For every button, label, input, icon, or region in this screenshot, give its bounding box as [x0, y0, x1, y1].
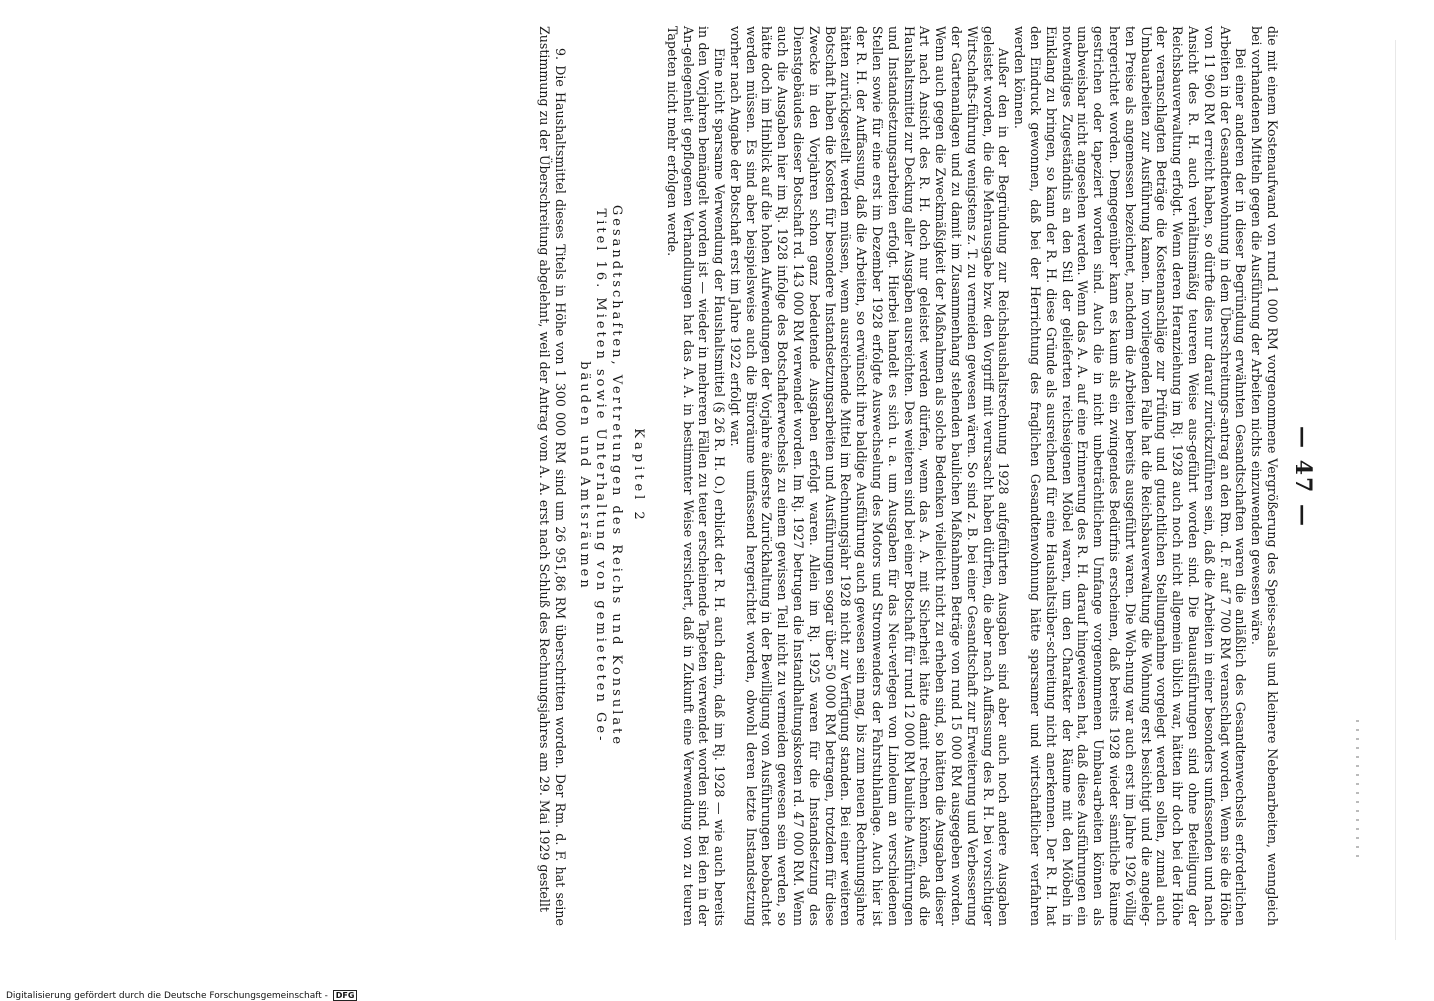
paragraph: Eine nicht sparsame Verwendung der Haushaltsmittel (§ 26 R. H. O.) erblickt der R. H. auch darin, daß im Rj. 1928 — wie auch bereits in den Vorjahren bemängelt worden ist — wieder in mehreren Fällen zu teuer erscheinende Tapeten verwendet worden sind. Bei den in der An-gelegenheit gepflogenen Verhandlungen hat das A. A. in bestimmter Weise versichert, daß in Zukunft eine Verwendung von zu teuren Tapeten nicht mehr erfolgen werde. [664, 26, 728, 926]
digitization-stamp [6, 990, 357, 1001]
scan-specks [1356, 720, 1359, 860]
heading-line: Gesandtschaften, Vertretungen des Reichs und Konsulate [609, 204, 625, 748]
scanned-page [140, 12, 1320, 942]
paragraph: Bei einer anderen der in dieser Begründung erwähnten Gesandtschaften waren die anläßlich des Gesandtenwechsels erforderlichen Arbeiten in der Gesandtenwohnung in dem Überschreitungs-antrag an den Rm. d. F. auf 7 700 RM veranschlagt worden. Wenn sie die Höhe von 11 960 RM erreicht haben, so dürfte dies nur darauf zurückzuführen sein, daß die Arbeiten in einer besonders umfassenden und nach Ansicht des R. H. auch verhältnismäßig teureren Weise aus-geführt worden sind. Die Bauausführungen sind ohne Beteiligung der Reichsbauverwaltung erfolgt. Wenn deren Heranziehung im Rj. 1928 auch noch nicht allgemein üblich war, hätten ihr doch bei der Höhe der veranschlagten Beträge die Kostenanschläge zur Prüfung und gutachtlichen Stellungnahme vorgelegt werden sollen, zumal auch Umbauarbeiten zur Ausführung kamen. Im vorliegenden Falle hat die Reichsbauverwaltung die Wohnung erst besichtigt und die angeleg-ten Preise als angemessen bezeichnet, nachdem die Arbeiten bereits ausgeführt waren. Die Woh-nung war auch erst im Jahre 1926 völlig hergerichtet worden. Demgegenüber kann es kaum als ein zwingendes Bedürfnis erscheinen, daß bereits 1928 wieder sämtliche Räume gestrichen oder tapeziert worden sind. Auch die in nicht unbeträchtlichem Umfange vorgenommenen Umbau-arbeiten können als unabweisbar nicht angesehen werden. Wenn das A. A. auf eine Erinnerung des R. H. darauf hingewiesen hat, daß diese Ausführungen ein notwendiges Zugeständnis an den Stil der gelieferten reichseigenen Möbel waren, um den Charakter der Räume mit den Möbeln in Einklang zu bringen, so kann der R. H. diese Gründe als ausreichend für eine Haushaltsüber-schreitung nicht anerkennen. Der R. H. hat den Eindruck gewonnen, daß bei der Herrichtung des fraglichen Gesandtenwohnung hätte sparsamer und wirtschaftlicher verfahren werden können. [1012, 26, 1249, 926]
paragraph: 9. Die Haushaltsmittel dieses Titels in Höhe von 1 300 000 RM sind um 26 951,86 RM überschritten worden. Der Rm. d. F. hat seine Zustimmung zu der Überschreitung abgelehnt, weil der Antrag vom A. A. erst nach Schluß des Rechnungsjahres am 29. Mai 1929 gestellt [537, 26, 569, 926]
chapter-title: Kapitel 2 [630, 428, 646, 524]
dfg-logo: DFG [333, 990, 358, 1001]
page-number: — 47 — [1290, 426, 1316, 528]
scan-edge [1395, 40, 1396, 940]
paragraph: Außer den in der Begründung zur Reichshaushaltsrechnung 1928 aufgeführten Ausgaben sind aber auch noch andere Ausgaben geleistet worden, die die Mehrausgabe bzw. den Vorgriff mit verursacht haben dürften, die aber nach Auffassung des R. H. bei vorsichtiger Wirtschafts-führung wenigstens z. T. zu vermeiden gewesen wären. So sind z. B. bei einer Gesandtschaft zur Erweiterung und Verbesserung der Gartenanlagen und zu damit im Zusammenhang stehenden baulichen Maßnahmen Beträge von rund 15 000 RM ausgegeben worden. Wenn auch gegen die Zweckmäßigkeit der Maßnahmen als solche Bedenken vielleicht nicht zu erheben sind, so hätten die Ausgaben dieser Art nach Ansicht des R. H. doch nur geleistet werden dürfen, wenn das A. A. mit Sicherheit hätte damit rechnen können, daß die Haushaltsmittel zur Deckung aller Ausgaben ausreichten. Des weiteren sind bei einer Botschaft für rund 12 000 RM bauliche Ausführungen und Instandsetzungsarbeiten erfolgt. Hierbei handelt es sich u. a. um Ausgaben für das Neu-verlegen von Linoleum an verschiedenen Stellen sowie für eine erst im Dezember 1928 erfolgte Auswechselung des Motors und Stromwenders der Fahrstuhlanlage. Auch hier ist der R. H. der Auffassung, daß die Arbeiten, so erwünscht ihre baldige Ausführung auch gewesen sein mag, bis zum neuen Rechnungsjahre hätten zurückgestellt werden müssen, wenn ausreichende Mittel im Rechnungsjahr 1928 nicht zur Verfügung standen. Bei einer weiteren Botschaft haben die Kosten für besondere Instandsetzungsarbeiten und Ausführungen sogar über 50 000 RM betragen, trotzdem für diese Zwecke in den Vorjahren schon ganz bedeutende Ausgaben erfolgt waren. Allein im Rj. 1925 waren für die Instandsetzung des Dienstgebäudes dieser Botschaft rd. 143 000 RM verwendet worden. Im Rj. 1927 betrugen die Instandhaltungskosten rd. 47 000 RM. Wenn auch die Ausgaben hier im Rj. 1928 infolge des Botschafterwechsels zu einem gewissen Teil nicht zu vermeiden gewesen sein werden, so hätte doch im Hinblick auf die hohen Aufwendungen der Vorjahre äußerste Zurückhaltung in der Bewilligung von Ausführungen beobachtet werden müssen. Es sind aber beispielsweise auch die Büroräume umfassend hergerichtet worden, obwohl deren letzte Instandsetzung vorher nach Angabe der Botschaft erst im Jahre 1922 erfolgt war. [727, 26, 1012, 926]
paragraph: die mit einem Kostenaufwand von rund 1 000 RM vorgenommene Vergrößerung des Speise-saals und kleinere Nebenarbeiten, wenngleich bei vorhandenen Mitteln gegen die Ausführung der Arbeiten nichts einzuwenden gewesen wäre. [1249, 26, 1280, 926]
section-heading [576, 86, 624, 866]
body-text [537, 26, 1280, 926]
heading-line: bäuden und Amtsräumen [577, 361, 593, 591]
heading-line: Titel 16. Mieten sowie Unterhaltung von gemieteten Ge- [593, 208, 609, 744]
stamp-text: Digitalisierung gefördert durch die Deutsche Forschungsgemeinschaft - [6, 991, 328, 1001]
